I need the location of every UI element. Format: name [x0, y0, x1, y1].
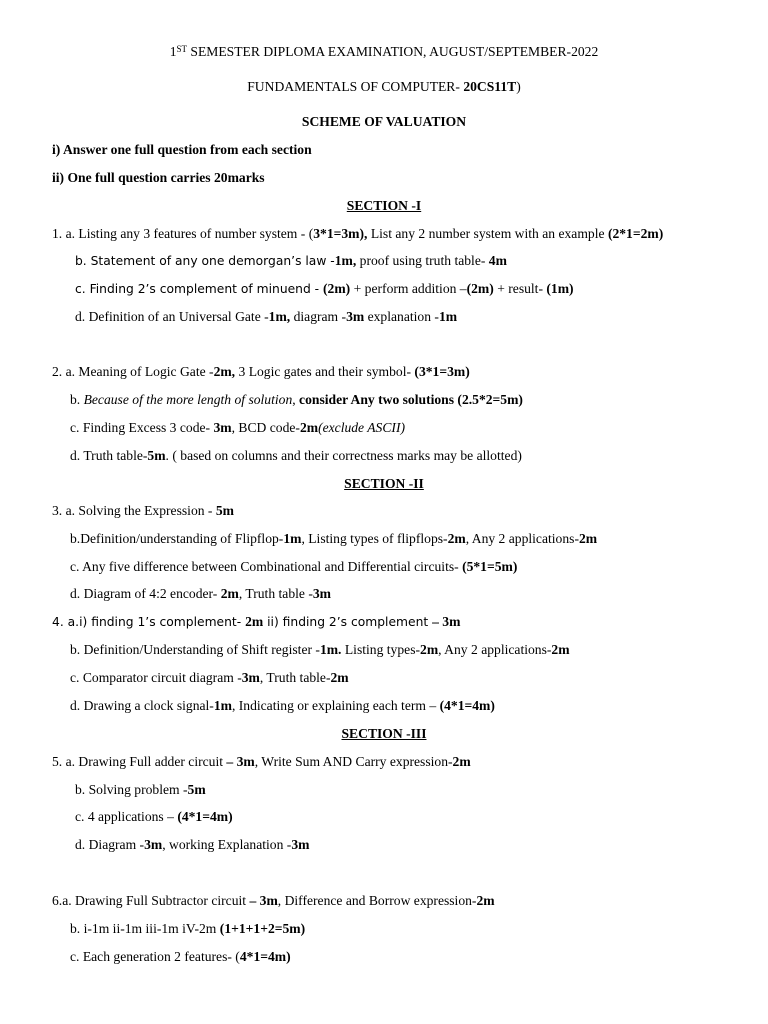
- q5-c: c. 4 applications – (4*1=4m): [75, 809, 233, 824]
- q1-d: d. Definition of an Universal Gate -1m, diagram -3m explanation -1m: [75, 309, 458, 324]
- q3-d: d. Diagram of 4:2 encoder- 2m, Truth table -3m: [70, 586, 331, 601]
- q4-d: d. Drawing a clock signal-1m, Indicating or explaining each term – (4*1=4m): [70, 698, 495, 713]
- q4-b: b. Definition/Understanding of Shift register -1m. Listing types-2m, Any 2 applications-2m: [70, 642, 570, 657]
- exam-title: 1ST SEMESTER DIPLOMA EXAMINATION, AUGUST/SEPTEMBER-2022: [169, 44, 599, 59]
- q2-d: d. Truth table-5m. ( based on columns and their correctness marks may be allotted): [70, 448, 522, 463]
- q2-c: c. Finding Excess 3 code- 3m, BCD code-2m(exclude ASCII): [70, 420, 405, 435]
- q2-a: 2. a. Meaning of Logic Gate -2m, 3 Logic gates and their symbol- (3*1=3m): [52, 364, 470, 379]
- subject-line: FUNDAMENTALS OF COMPUTER- 20CS11T): [247, 79, 521, 94]
- q1-c: c. Finding 2’s complement of minuend - (2m) + perform addition –(2m) + result- (1m): [75, 281, 574, 296]
- q4-c: c. Comparator circuit diagram -3m, Truth table-2m: [70, 670, 349, 685]
- q5-b: b. Solving problem -5m: [75, 782, 206, 797]
- q5-a: 5. a. Drawing Full adder circuit – 3m, Write Sum AND Carry expression-2m: [52, 754, 471, 769]
- scheme-title: SCHEME OF VALUATION: [301, 114, 467, 129]
- q6-a: 6.a. Drawing Full Subtractor circuit – 3m, Difference and Borrow expression-2m: [52, 893, 495, 908]
- q2-b: b. Because of the more length of solution, consider Any two solutions (2.5*2=5m): [70, 392, 523, 407]
- q3-a: 3. a. Solving the Expression - 5m: [52, 503, 234, 518]
- section-2-heading: SECTION -II: [344, 476, 424, 491]
- instruction-1: i) Answer one full question from each section: [52, 142, 312, 157]
- q4-a: 4. a.i) finding 1’s complement- 2m ii) finding 2’s complement – 3m: [52, 614, 461, 629]
- q3-b: b.Definition/understanding of Flipflop-1m, Listing types of flipflops-2m, Any 2 applications-2m: [70, 531, 598, 546]
- section-3-heading: SECTION -III: [341, 726, 427, 741]
- q3-c: c. Any five difference between Combinational and Differential circuits- (5*1=5m): [70, 559, 518, 574]
- q5-d: d. Diagram -3m, working Explanation -3m: [75, 837, 310, 852]
- q6-c: c. Each generation 2 features- (4*1=4m): [70, 949, 291, 964]
- q1-a: 1. a. Listing any 3 features of number system - (3*1=3m), List any 2 number system with an example (2*1=2m): [52, 226, 664, 241]
- q6-b: b. i-1m ii-1m iii-1m iV-2m (1+1+1+2=5m): [70, 921, 306, 936]
- q1-b: b. Statement of any one demorgan’s law -1m, proof using truth table- 4m: [75, 253, 507, 268]
- section-1-heading: SECTION -I: [346, 198, 422, 213]
- instruction-2: ii) One full question carries 20marks: [52, 170, 265, 185]
